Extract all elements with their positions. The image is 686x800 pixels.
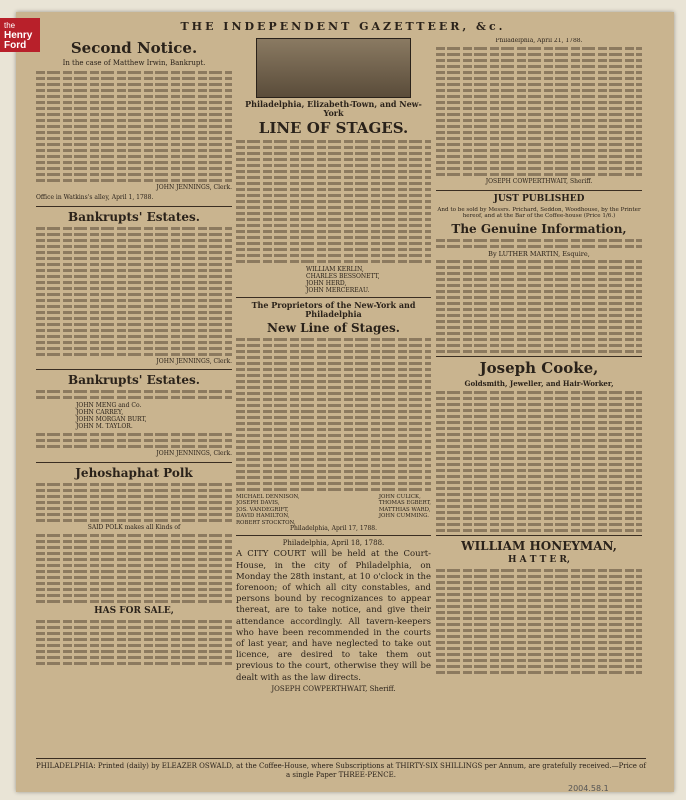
sale-title: HAS FOR SALE, [94,606,174,617]
divider [436,535,642,536]
notice-title: Second Notice. [70,39,198,57]
proprietor-name: DAVID HAMILTON, [236,513,290,520]
stages-name: JOHN MERCEREAU. [306,287,370,294]
stages-body [236,140,431,263]
logo-line-3: Ford [4,40,27,51]
proprietor-name: MATTHIAS WARD, [378,506,431,513]
stagecoach-engraving [256,38,411,98]
proprietor-name: MICHAEL DENNISON, [236,494,300,500]
masthead: THE INDEPENDENT GAZETTEER, &c. [180,20,506,33]
polk-subtitle: SAID POLK makes all Kinds of [87,523,181,531]
estates-body-2b [36,433,232,448]
sale-body [36,620,232,665]
proprietor-name: ROBERT STOCKTON, [236,519,296,526]
estates-signature-1: JOHN JENNINGS, Clerk. [156,357,232,365]
column-middle [236,38,431,756]
new-line-body [236,338,431,491]
names-right [379,494,431,526]
sheriff-signature: JOSEPH COWPERTHWAIT, Sheriff. [485,178,593,186]
henry-ford-logo [0,18,40,52]
notice-signature: JOHN JENNINGS, Clerk. [156,184,232,191]
cooke-title: Joseph Cooke, [479,359,599,378]
genuine-title: The Genuine Information, [451,221,627,236]
divider [436,356,642,357]
stages-title: LINE OF STAGES. [258,119,409,137]
estates-name: JOHN MORGAN BURT, [76,416,147,424]
column-left [36,38,232,756]
court-notice: A CITY COURT will be held at the Court-House, in the city of Philadelphia, on Monday the 28th instant, at 10 o'clock in the forenoon; of which all city constables, and persons bound by recognizances to appear thereat, are to take notice, and give their attendance accordingly. All tavern-keepers who have been recommended in the courts of last year, and have neglected to take out licence, are desired to take them out previous to the court, otherwise they will be dealt with as the law directs. [236,549,431,683]
hatter-title: H A T T E R, [507,555,571,566]
honeyman-title: WILLIAM HONEYMAN, [461,539,617,554]
sale-date: Philadelphia, April 21, 1788. [495,38,583,44]
cooke-body [436,391,642,532]
estates-title-2: Bankrupts' Estates. [68,373,200,388]
proprietors-heading: The Proprietors of the New-York and Philadelphia [251,300,416,319]
imprint-footer: PHILADELPHIA: Printed (daily) by ELEAZER OSWALD, at the Coffee-House, where Subscriptions at THIRTY-SIX SHILLINGS per Annum, are gratefully received.—Price of a single Paper THREE-PENCE. [36,758,646,780]
polk-list [36,534,232,603]
court-date: Philadelphia, April 18, 1788. [282,539,385,548]
estates-body-2 [36,390,232,399]
stages-names [236,266,431,294]
published-sub: And to be sold by Messrs. Prichard, Seddon, Woodhouse, by the Printer hereof, and at the Bar of the Coffee-house (Price 1/6.) [437,206,641,220]
notice-subtitle: In the case of Matthew Irwin, Bankrupt. [62,59,206,67]
stages-name: CHARLES BESSONETT, [306,273,380,280]
estates-title-1: Bankrupts' Estates. [68,209,200,224]
proprietor-name: THOMAS EGBERT, [378,500,431,507]
estates-name: JOHN CARREY, [76,409,124,417]
estates-names [36,402,232,430]
cooke-subtitle: Goldsmith, Jeweller, and Hair-Worker, [464,379,614,389]
proprietor-name: JOS. VANDEGRIFT, [236,506,289,513]
notice-body [36,71,232,182]
divider [36,462,232,463]
polk-body [36,483,232,522]
divider [236,535,431,536]
divider [436,190,642,191]
stages-name: JOHN HERD, [306,280,347,287]
estates-name: JOHN M. TAYLOR. [76,423,133,431]
proprietor-name: JOHN CUMMING. [378,513,429,520]
proprietor-name: JOSEPH DAVIS, [236,500,280,507]
names-left [236,494,300,526]
notice-office: Office in Watkins's alley, April 1, 1788. [36,194,154,202]
proprietor-name: JOHN CULICK, [378,494,421,500]
divider [236,297,431,298]
court-signature: JOSEPH COWPERTHWAIT, Sheriff. [271,684,396,693]
sheriff-sale-body [436,47,642,176]
stages-caption: Philadelphia, Elizabeth-Town, and New-York [245,99,422,118]
archive-number: 2004.58.1 [568,784,609,793]
column-right [436,38,642,756]
proprietor-names [236,494,431,526]
polk-title: Jehoshaphat Polk [75,465,193,480]
estates-body-1 [36,227,232,356]
logo-line-1: the [4,21,16,30]
estates-signature-2: JOHN JENNINGS, Clerk. [156,450,232,458]
just-published: JUST PUBLISHED [493,193,585,204]
logo-line-2: Henry [4,30,33,41]
new-line-title: New Line of Stages. [267,321,400,335]
divider [36,206,232,207]
genuine-body [436,239,642,248]
stages-name: WILLIAM KERLIN, [306,266,364,273]
genuine-body-2 [436,260,642,353]
genuine-author: By LUTHER MARTIN, Esquire, [488,249,590,258]
names-date: Philadelphia, April 17, 1788. [289,525,378,533]
honeyman-body [436,569,642,674]
estates-name: JOHN MENG and Co. [76,402,142,410]
divider [36,369,232,370]
